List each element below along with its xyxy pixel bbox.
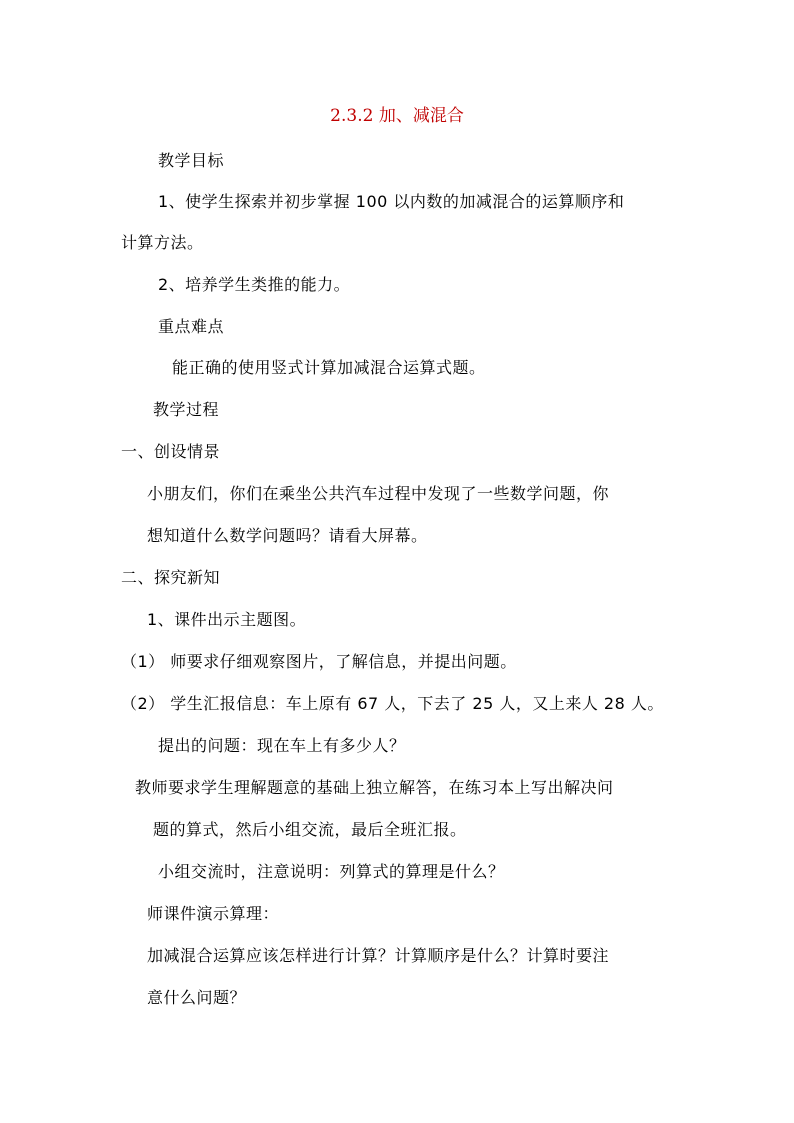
paragraph-line: 师课件演示算理： — [147, 904, 280, 923]
paragraph-line: 想知道什么数学问题吗？请看大屏幕。 — [147, 526, 428, 545]
paragraph-line: 题的算式，然后小组交流，最后全班汇报。 — [153, 820, 467, 839]
paragraph-line: 计算方法。 — [121, 233, 204, 252]
paragraph-line: 能正确的使用竖式计算加减混合运算式题。 — [172, 358, 486, 377]
paragraph-line: （1） 师要求仔细观察图片，了解信息，并提出问题。 — [121, 652, 517, 671]
document-title: 2.3.2 加、减混合 — [330, 106, 464, 126]
paragraph-line: 2、培养学生类推的能力。 — [158, 275, 351, 294]
paragraph-line: 1、使学生探索并初步掌握 100 以内数的加减混合的运算顺序和 — [158, 192, 625, 211]
heading-teaching-goals: 教学目标 — [158, 151, 225, 170]
paragraph-line: 小组交流时，注意说明：列算式的算理是什么？ — [158, 862, 505, 881]
paragraph-line: 1、课件出示主题图。 — [147, 610, 307, 629]
section-heading: 一、创设情景 — [121, 442, 221, 461]
paragraph-line: 加减混合运算应该怎样进行计算？计算顺序是什么？计算时要注 — [147, 946, 610, 965]
paragraph-line: 意什么问题？ — [147, 988, 247, 1007]
paragraph-line: 小朋友们，你们在乘坐公共汽车过程中发现了一些数学问题，你 — [147, 484, 610, 503]
heading-teaching-process: 教学过程 — [153, 400, 220, 419]
paragraph-line: （2） 学生汇报信息：车上原有 67 人，下去了 25 人，又上来人 28 人。 — [121, 694, 664, 713]
heading-key-points: 重点难点 — [158, 317, 225, 336]
paragraph-line: 教师要求学生理解题意的基础上独立解答，在练习本上写出解决问 — [135, 778, 614, 797]
paragraph-line: 提出的问题：现在车上有多少人？ — [158, 736, 406, 755]
section-heading: 二、探究新知 — [121, 568, 221, 587]
